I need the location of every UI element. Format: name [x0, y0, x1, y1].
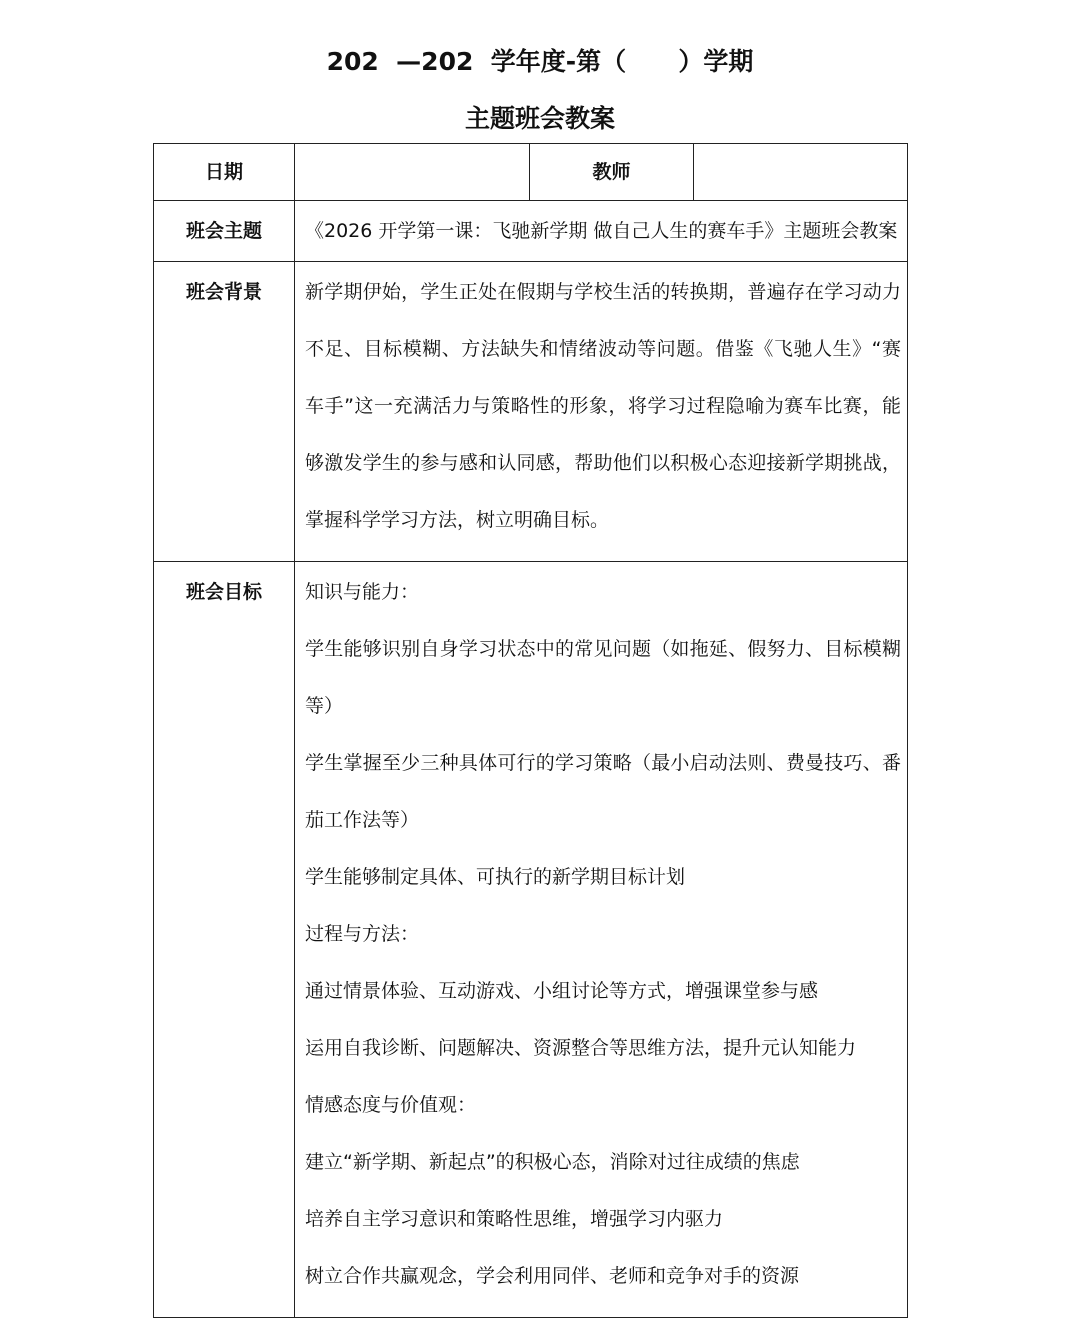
teacher-value: [694, 144, 908, 201]
date-label: 日期: [154, 144, 295, 201]
goals-line: 树立合作共赢观念，学会利用同伴、老师和竞争对手的资源: [305, 1265, 800, 1287]
goals-line: 通过情景体验、互动游戏、小组讨论等方式，增强课堂参与感: [305, 980, 819, 1002]
lesson-plan-table: [153, 143, 908, 1318]
table-row-date: [154, 144, 908, 201]
goals-line: 过程与方法：: [305, 923, 420, 945]
background-line: 够激发学生的参与感和认同感，帮助他们以积极心态迎接新学期挑战，: [305, 452, 901, 474]
theme-label: 班会主题: [154, 201, 295, 262]
goals-line: 学生掌握至少三种具体可行的学习策略（最小启动法则、费曼技巧、番: [305, 752, 901, 774]
goals-line: 培养自主学习意识和策略性思维，增强学习内驱力: [305, 1208, 724, 1230]
goals-label: 班会目标: [154, 562, 295, 1318]
background-line: 不足、目标模糊、方法缺失和情绪波动等问题。借鉴《飞驰人生》“赛: [305, 338, 901, 360]
goals-line: 学生能够制定具体、可执行的新学期目标计划: [305, 866, 686, 888]
table-row-background: [154, 262, 908, 562]
background-line: 掌握科学学习方法，树立明确目标。: [305, 509, 610, 531]
theme-value: 《2026 开学第一课：飞驰新学期 做自己人生的赛车手》主题班会教案: [295, 201, 908, 262]
goals-line: 知识与能力：: [305, 581, 420, 603]
document-title: 202 —202 学年度-第（ ）学期: [326, 47, 754, 76]
background-label: 班会背景: [154, 262, 295, 562]
goals-line: 等）: [305, 695, 344, 717]
background-line: 新学期伊始，学生正处在假期与学校生活的转换期，普遍存在学习动力: [305, 281, 901, 303]
goals-line: 建立“新学期、新起点”的积极心态，消除对过往成绩的焦虑: [305, 1151, 800, 1173]
background-text: [295, 262, 908, 562]
goals-line: 学生能够识别自身学习状态中的常见问题（如拖延、假努力、目标模糊: [305, 638, 901, 660]
goals-line: 情感态度与价值观：: [305, 1094, 477, 1116]
teacher-label: 教师: [530, 144, 694, 201]
background-line: 车手”这一充满活力与策略性的形象，将学习过程隐喻为赛车比赛，能: [305, 395, 901, 417]
goals-text: [295, 562, 908, 1318]
date-value: [295, 144, 530, 201]
table-row-theme: [154, 201, 908, 262]
document-subtitle: 主题班会教案: [464, 104, 615, 133]
table-row-goals: [154, 562, 908, 1318]
goals-line: 茄工作法等）: [305, 809, 420, 831]
goals-line: 运用自我诊断、问题解决、资源整合等思维方法，提升元认知能力: [305, 1037, 857, 1059]
